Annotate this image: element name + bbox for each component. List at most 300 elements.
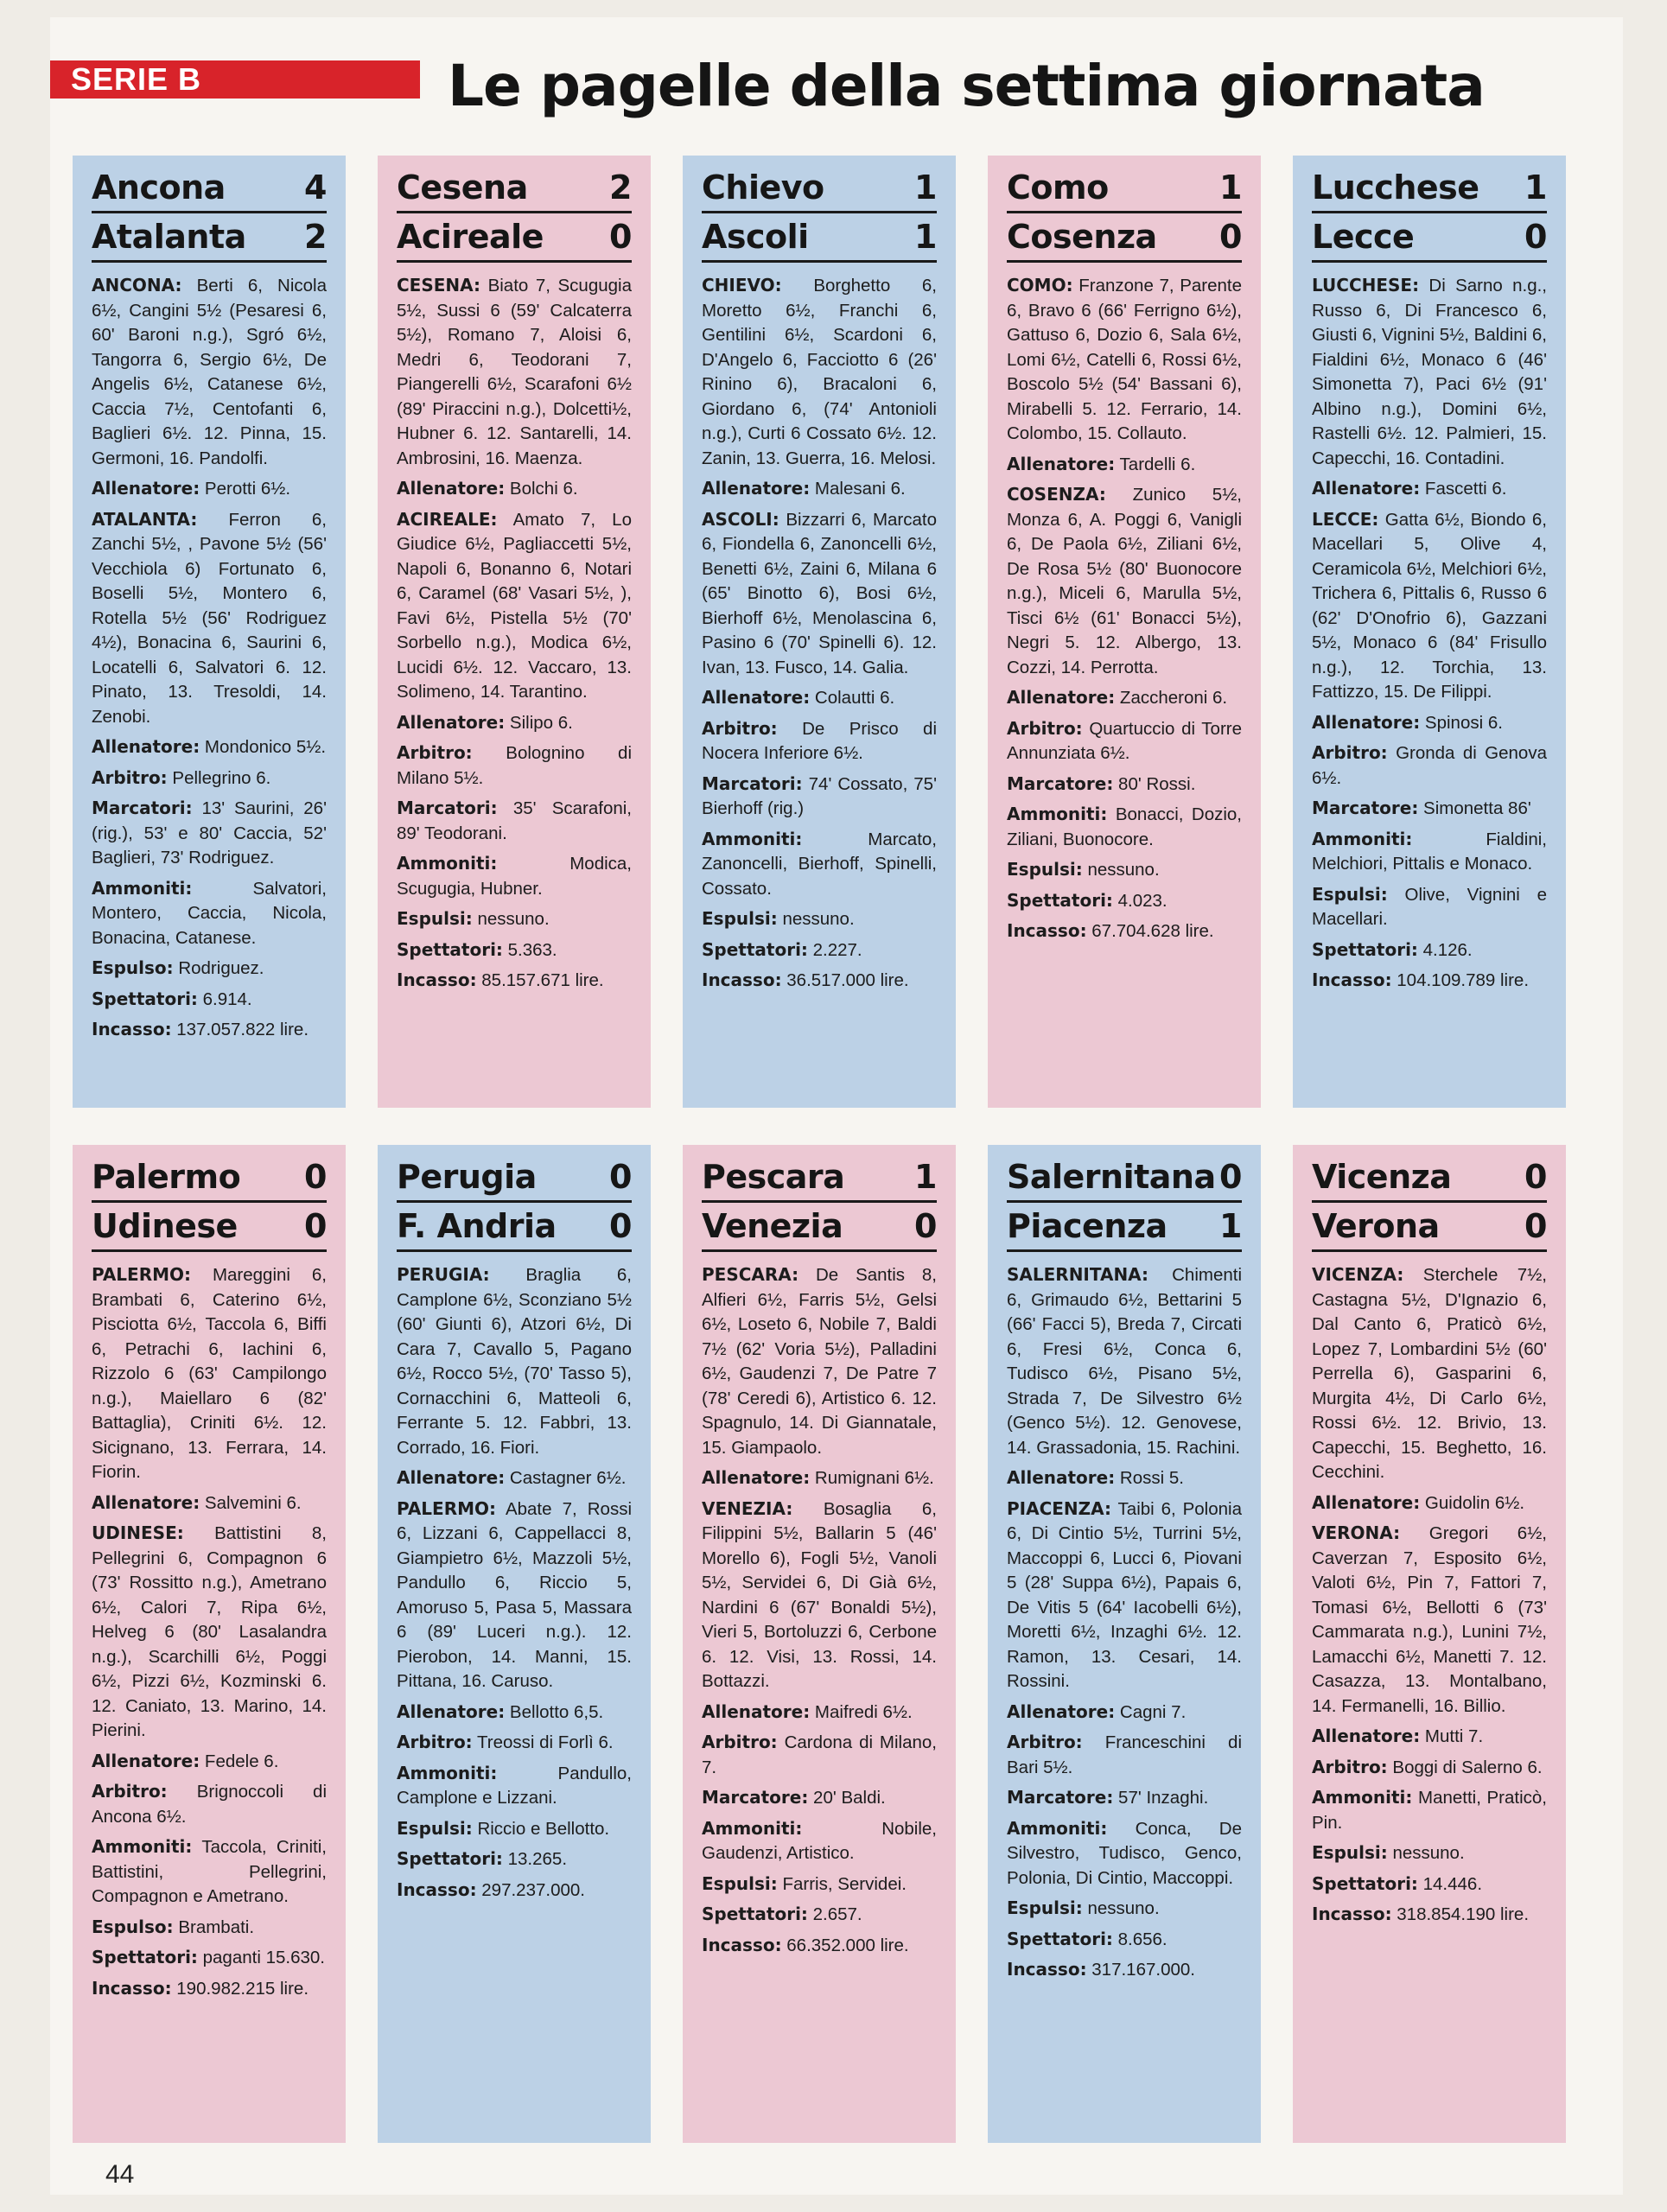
report-paragraph [397,273,632,471]
report-paragraph [702,1902,937,1928]
report-text: 13.265. [507,1849,568,1869]
report-label: Marcatore: [1007,772,1114,794]
report-label: VICENZA: [1312,1264,1404,1285]
report-label: Spettatori: [1007,889,1113,911]
report-text: Bolchi 6. [509,479,578,499]
report-text: Bonacci, Dozio, Ziliani, Buonocore. [1007,804,1242,849]
report-label: COMO: [1007,275,1073,296]
report-label: ANCONA: [92,275,182,296]
away-team-name: Lecce [1312,218,1415,256]
report-paragraph [397,938,632,963]
report-text: Taibi 6, Polonia 6, Di Cintio 5½, Turrini 5½, Maccoppi 6, Lucci 6, Piovani 5 (28' Suppa 6½), Papais 6, De Vitis 5 (64' Iacobelli 6½), Moretti 6½, Inzaghi 6½. 12. Ramon, 13. Cesari, 14. Rossini. [1007,1498,1242,1691]
away-team-score: 1 [914,218,937,256]
report-text: Borghetto 6, Moretto 6½, Franchi 6, Gentilini 6½, Scardoni 6, D'Angelo 6, Facciotto 6 (26' Rinino 6), Bracaloni 6, Giordano 6, (74' Antonioli n.g.), Curti 6 Cossato 6½. 12. Zanin, 13. Guerra, 16. Melosi. [702,276,937,468]
report-paragraph [1007,685,1242,711]
home-team-score: 0 [304,1158,327,1196]
match-card-body [73,1145,346,2018]
report-text: Battistini 8, Pellegrini 6, Compagnon 6 (73' Rossitto n.g.), Ametrano 6½, Calori 7, Ripa 6½, Helveg 6 (80' Lasalandra n.g.), Scarchilli 6½, Poggi 6½, Pizzi 6½, Kozminski 6. 12. Caniato, 13. Marino, 14. Pierini. [92,1523,327,1740]
report-text: Pandullo, Camplone e Lizzani. [397,1763,632,1808]
report-text: Biato 7, Scugugia 5½, Sussi 6 (59' Calcaterra 5½), Romano 7, Aloisi 6, Medri 6, Teodorani 7, Piangerelli 6½, Scarafoni 6½ (89' Piraccini n.g.), Dolcetti½, Hubner 6. 12. Santarelli, 14. Ambrosini, 16. Maenza. [397,276,632,468]
match-report [702,273,937,994]
report-text: Mutti 7. [1424,1726,1484,1746]
match-report [397,1262,632,1903]
match-card [683,1145,956,2143]
report-label: Allenatore: [92,478,200,499]
away-team-row [397,213,632,263]
report-label: Ammoniti: [397,853,498,874]
away-team-score: 0 [914,1207,937,1245]
away-team-row [1312,1203,1547,1252]
report-paragraph [1312,1262,1547,1485]
report-label: Incasso: [1312,969,1392,990]
report-paragraph [1312,1521,1547,1719]
report-label: Arbitro: [397,742,473,763]
report-label: Allenatore: [702,478,811,499]
away-team-row [397,1203,632,1252]
home-team-row [1312,164,1547,213]
report-label: Allenatore: [1312,1726,1421,1746]
report-text: Treossi di Forlì 6. [477,1732,614,1752]
report-label: Spettatori: [397,1848,503,1869]
away-team-row [92,213,327,263]
away-team-row [702,1203,937,1252]
report-paragraph [397,741,632,791]
report-label: Allenatore: [1007,1700,1116,1722]
report-label: PALERMO: [92,1264,192,1285]
report-paragraph [1007,1730,1242,1780]
report-paragraph [1007,1927,1242,1953]
page-header [50,52,1623,130]
report-paragraph [1007,857,1242,883]
report-text: Bellotto 6,5. [509,1701,604,1722]
report-paragraph [1312,827,1547,877]
report-label: Marcatore: [1312,798,1419,818]
report-text: 57' Inzaghi. [1118,1788,1209,1808]
report-text: 74' Cossato, 75' Bierhoff (rig.) [702,773,937,818]
match-card-body [1293,1145,1566,1945]
report-text: Chimenti 6, Grimaudo 6½, Bettarini 5 (66' Facci 5), Breda 7, Circati 6, Fresi 6½, Conca 6, Tudisco 6½, Pisano 5½, Strada 7, De Silvestro 6½ (Genco 5½). 12. Genovese, 14. Grassadonia, 15. Rachini. [1007,1265,1242,1458]
match-report [1007,1262,1242,1983]
report-paragraph [1007,888,1242,914]
report-paragraph [92,1834,327,1910]
report-label: Espulso: [92,957,174,978]
match-report [92,273,327,1043]
page-number: 44 [105,2160,135,2189]
report-paragraph [1007,1785,1242,1811]
report-paragraph [1312,1872,1547,1897]
magazine-page [50,17,1623,2195]
match-card [1293,1145,1566,2143]
report-label: CHIEVO: [702,275,782,296]
report-label: Espulsi: [702,908,778,929]
report-text: 4.023. [1117,890,1168,911]
match-card-body [378,1145,651,1920]
report-paragraph [92,956,327,982]
report-paragraph [397,1262,632,1460]
away-team-score: 0 [609,1207,632,1245]
report-text: Berti 6, Nicola 6½, Cangini 5½ (Pesaresi 6, 60' Baroni n.g.), Sgró 6½, Tangorra 6, Sergio 6½, De Angelis 6½, Catanese 6½, Caccia 7½, Centofanti 6, Baglieri 6½. 12. Pinna, 15. Germoni, 16. Pandolfi. [92,276,328,468]
report-label: ATALANTA: [92,508,198,530]
report-paragraph [92,1262,327,1485]
report-text: De Santis 8, Alfieri 6½, Farris 5½, Gelsi 6½, Loseto 6, Nobile 7, Baldi 7½ (62' Voria 5½), Palladini 6½, Gaudenzi 7, De Patre 7 (78' Ceredi 6), Artistico 6. 12. Spagnulo, 14. Di Giannatale, 15. Giampaolo. [702,1265,937,1458]
report-text: 20' Baldi. [813,1788,886,1808]
away-team-name: Cosenza [1007,218,1157,256]
report-label: Allenatore: [702,687,811,708]
report-label: Espulsi: [397,1817,473,1839]
report-label: Arbitro: [1312,1756,1388,1777]
report-label: LECCE: [1312,508,1379,530]
report-text: 6.914. [202,988,252,1009]
report-paragraph [1007,1262,1242,1460]
report-text: Perotti 6½. [204,479,291,499]
report-label: Ammoniti: [92,1836,193,1857]
report-text: Malesani 6. [814,479,906,499]
report-label: Espulsi: [1312,883,1388,905]
report-text: 190.982.215 lire. [176,1978,309,1999]
report-paragraph [92,1945,327,1971]
report-label: Allenatore: [1007,687,1116,708]
report-label: LUCCHESE: [1312,275,1420,296]
report-paragraph [1312,273,1547,471]
report-text: 137.057.822 lire. [176,1020,309,1039]
report-paragraph [1007,772,1242,798]
report-text: Fialdini, Melchiori, Pittalis e Monaco. [1312,829,1547,874]
home-team-name: Chievo [702,168,824,207]
report-paragraph [702,273,937,471]
report-text: Franceschini di Bari 5½. [1007,1732,1242,1777]
report-text: 36.517.000 lire. [786,970,909,990]
report-paragraph [1007,716,1242,766]
report-text: Bosaglia 6, Filippini 5½, Ballarin 5 (46' Morello 6), Fogli 5½, Vanoli 5½, Servidei 6, Di Già 6½, Nardini 6 (67' Bonaldi 5½), Vieri 5, Bortoluzzi 6, Cerbone 6. 12. Visi, 13. Rossi, 14. Bottazzi. [702,1498,937,1691]
match-report [1007,273,1242,944]
report-label: Arbitro: [1007,717,1083,739]
report-label: Allenatore: [92,1750,200,1771]
report-label: Arbitro: [1007,1732,1083,1752]
report-label: ACIREALE: [397,508,498,530]
home-team-name: Perugia [397,1158,537,1196]
report-text: Mareggini 6, Brambati 6, Caterino 6½, Pisciotta 6½, Taccola 6, Biffi 6, Petrachi 6, Iachini 6, Rizzolo 6 (63' Campilongo n.g.), Maiellaro 6 (82' Battaglia), Criniti 6½. 12. Sicignano, 13. Ferrara, 14. Fiorin. [92,1265,327,1482]
report-label: Incasso: [92,1019,172,1039]
report-label: PESCARA: [702,1264,799,1285]
report-paragraph [92,1779,327,1829]
report-text: 297.237.000. [481,1879,585,1900]
report-text: nessuno. [1087,860,1160,880]
report-paragraph [1007,1700,1242,1726]
report-text: Zaccheroni 6. [1119,688,1228,708]
report-label: Spettatori: [702,1904,808,1924]
report-label: Allenatore: [397,1700,506,1722]
home-team-name: Lucchese [1312,168,1479,207]
report-paragraph [397,1816,632,1842]
home-team-row [92,164,327,213]
report-paragraph [1312,1755,1547,1781]
away-team-score: 0 [1524,1207,1547,1245]
report-paragraph [702,1785,937,1811]
report-label: Allenatore: [702,1700,811,1722]
report-text: Maifredi 6½. [814,1701,913,1722]
away-team-row [702,213,937,263]
report-paragraph [1007,1816,1242,1891]
report-text: Salvemini 6. [204,1492,302,1513]
match-card [378,1145,651,2143]
report-text: paganti 15.630. [202,1948,325,1967]
away-team-name: F. Andria [397,1207,557,1245]
report-label: Spettatori: [92,988,198,1009]
report-label: Incasso: [702,969,782,990]
report-label: Ammoniti: [702,1817,803,1839]
report-text: Riccio e Bellotto. [477,1818,610,1839]
report-paragraph [1007,1957,1242,1983]
home-team-score: 1 [914,1158,937,1196]
home-team-name: Como [1007,168,1109,207]
home-team-score: 0 [1219,1158,1242,1196]
report-paragraph [702,1497,937,1694]
home-team-score: 2 [609,168,632,207]
away-team-score: 0 [1219,218,1242,256]
report-text: Cardona di Milano, 7. [702,1732,937,1777]
report-paragraph [1007,802,1242,852]
home-team-name: Palermo [92,1158,241,1196]
report-paragraph [92,273,327,471]
home-team-row [397,164,632,213]
report-label: Allenatore: [397,711,506,733]
match-card-body [988,156,1261,962]
report-text: Salvatori, Montero, Caccia, Nicola, Bonacina, Catanese. [92,878,327,948]
away-team-score: 2 [304,218,327,256]
report-text: Rossi 5. [1119,1468,1184,1488]
home-team-score: 0 [609,1158,632,1196]
report-paragraph [1312,938,1547,963]
home-team-score: 4 [304,168,327,207]
report-paragraph [702,476,937,502]
match-card-body [683,1145,956,1975]
report-label: Espulsi: [397,908,473,929]
report-label: Spettatori: [92,1947,198,1967]
report-label: Ammoniti: [702,828,803,849]
report-text: Silipo 6. [509,712,573,733]
match-card [988,156,1261,1108]
report-label: Arbitro: [397,1732,473,1752]
report-paragraph [702,827,937,902]
report-text: Brignoccoli di Ancona 6½. [92,1782,327,1827]
report-text: nessuno. [782,909,855,929]
report-text: 66.352.000 lire. [786,1935,909,1955]
match-card [73,1145,346,2143]
report-label: Incasso: [1007,1959,1087,1980]
report-paragraph [1007,1497,1242,1694]
home-team-name: Pescara [702,1158,845,1196]
report-label: Espulsi: [1007,1897,1083,1918]
report-label: Allenatore: [1312,478,1421,499]
report-paragraph [702,1872,937,1897]
report-paragraph [702,1465,937,1491]
report-paragraph [92,734,327,760]
match-card [683,156,956,1108]
match-card-body [73,156,346,1060]
report-text: Nobile, Gaudenzi, Artistico. [702,1818,937,1863]
report-label: Marcatori: [702,772,803,794]
report-text: 2.657. [812,1904,862,1924]
away-team-score: 0 [609,218,632,256]
report-paragraph [1312,507,1547,705]
report-label: Espulso: [92,1916,174,1937]
report-label: Ammoniti: [1312,828,1413,849]
match-grid [73,156,1602,2143]
report-text: Mondonico 5½. [204,737,327,757]
report-text: Franzone 7, Parente 6, Bravo 6 (66' Ferrigno 6½), Gattuso 6, Dozio 6, Sala 6½, Lomi 6½, Catelli 6, Rossi 6½, Boscolo 5½ (54' Bassani 6), Mirabelli 5. 12. Ferrario, 14. Colombo, 15. Collauto. [1007,276,1242,443]
report-paragraph [702,1262,937,1460]
report-label: Ammoniti: [397,1762,498,1783]
report-paragraph [1312,1902,1547,1928]
report-label: Allenatore: [1312,1491,1421,1513]
report-paragraph [1007,452,1242,478]
report-paragraph [702,685,937,711]
report-text: 85.157.671 lire. [481,970,604,990]
home-team-row [1007,164,1242,213]
report-text: 317.167.000. [1091,1960,1195,1980]
report-paragraph [397,1497,632,1694]
report-label: Marcatore: [1007,1787,1114,1808]
home-team-row [702,164,937,213]
report-text: 35' Scarafoni, 89' Teodorani. [397,798,632,843]
report-label: VERONA: [1312,1522,1401,1543]
report-text: Pellegrino 6. [172,767,271,788]
report-paragraph [397,906,632,932]
report-label: Incasso: [397,969,477,990]
report-text: Olive, Vignini e Macellari. [1312,884,1547,929]
section-tag: SERIE B [50,60,420,99]
report-text: Brambati. [178,1916,255,1937]
page-title: Le pagelle della settima giornata [448,53,1485,119]
report-paragraph [702,906,937,932]
report-label: PIACENZA: [1007,1497,1112,1519]
report-paragraph [397,1730,632,1756]
report-paragraph [702,1730,937,1780]
match-report [92,1262,327,2001]
report-label: Arbitro: [92,1781,168,1802]
report-label: Allenatore: [1312,711,1421,733]
report-text: Marcato, Zanoncelli, Bierhoff, Spinelli, Cossato. [702,829,937,899]
report-text: 67.704.628 lire. [1091,921,1214,941]
away-team-row [1312,213,1547,263]
report-paragraph [1312,882,1547,932]
report-label: ASCOLI: [702,508,779,530]
report-paragraph [702,1700,937,1726]
report-label: Spettatori: [1312,1872,1418,1894]
report-paragraph [702,507,937,681]
report-text: Cagni 7. [1119,1701,1187,1722]
away-team-name: Ascoli [702,218,809,256]
report-paragraph [92,1017,327,1043]
match-report [397,273,632,994]
report-paragraph [397,476,632,502]
match-card [378,156,651,1108]
report-text: Bizzarri 6, Marcato 6, Fiondella 6, Zanoncelli 6½, Benetti 6½, Zaini 6, Milana 6 (65' Binotto 6), Bosi 6½, Bierhoff 6½, Menolascina 6, Pasino 6 (70' Spinelli 6). 12. Ivan, 13. Fusco, 14. Galia. [702,509,937,677]
report-label: Allenatore: [92,1491,200,1513]
away-team-score: 1 [1219,1207,1242,1245]
report-paragraph [702,968,937,994]
report-text: Gatta 6½, Biondo 6, Macellari 5, Olive 4, Ceramicola 6½, Melchiori 6½, Trichera 6, Pittalis 6, Russo 6 (62' D'Onofrio 6), Gazzani 5½, Monaco 6 (84' Frisullo n.g.), 12. Torchia, 13. Fattizzo, 15. De Filippi. [1312,509,1547,702]
report-label: Ammoniti: [1312,1787,1413,1808]
report-text: Abate 7, Rossi 6, Lizzani 6, Cappellacci 8, Giampietro 6½, Mazzoli 5½, Pandullo 6, Riccio 5, Amoruso 5, Pasa 5, Massara 6 (89' Luceri n.g.). 12. Pierobon, 14. Manni, 15. Pittana, 16. Caruso. [397,1498,632,1691]
home-team-row [1312,1154,1547,1203]
report-label: Spettatori: [1007,1928,1113,1949]
report-text: Bolognino di Milano 5½. [397,743,633,788]
away-team-name: Piacenza [1007,1207,1168,1245]
report-text: Conca, De Silvestro, Tudisco, Genco, Polonia, Di Cintio, Maccoppi. [1007,1818,1242,1888]
report-paragraph [397,507,632,705]
home-team-row [702,1154,937,1203]
report-label: PERUGIA: [397,1264,490,1285]
report-label: Arbitro: [92,766,168,788]
report-paragraph [397,851,632,901]
report-paragraph [702,716,937,766]
report-paragraph [92,796,327,871]
report-text: Gregori 6½, Caverzan 7, Esposito 6½, Valoti 6½, Pin 7, Fattori 7, Tomasi 6½, Bellotti 6 (73' Cammarata n.g.), Lunini 7½, Lamacchi 6½, Manetti 7. 12. Casazza, 13. Montalbano, 14. Fermanelli, 16. Billio. [1312,1523,1547,1716]
report-label: VENEZIA: [702,1497,793,1519]
home-team-row [397,1154,632,1203]
away-team-row [92,1203,327,1252]
report-label: Allenatore: [397,1467,506,1488]
report-paragraph [1312,710,1547,736]
report-label: Arbitro: [702,1732,778,1752]
report-text: Zunico 5½, Monza 6, A. Poggi 6, Vanigli 6, De Paola 6½, Ziliani 6½, De Rosa 5½ (80' Buonocore n.g.), Miceli 6, Marulla 5½, Tisci 6½ (61' Bonacci 5½), Negri 5. 12. Albergo, 13. Cozzi, 14. Perrotta. [1007,485,1242,677]
match-card [73,156,346,1108]
report-text: Castagner 6½. [509,1468,627,1488]
report-text: 104.109.789 lire. [1397,970,1530,990]
report-paragraph [1312,1724,1547,1750]
match-card-body [1293,156,1566,1011]
report-paragraph [1312,1785,1547,1835]
report-text: nessuno. [1087,1898,1160,1918]
report-paragraph [1007,1896,1242,1922]
report-text: Spinosi 6. [1424,712,1503,733]
report-label: Arbitro: [702,717,778,739]
report-paragraph [397,1761,632,1811]
report-label: CESENA: [397,275,480,296]
report-paragraph [1312,796,1547,822]
report-label: Marcatore: [702,1787,809,1808]
report-text: 80' Rossi. [1118,773,1196,794]
report-label: Espulsi: [1312,1842,1388,1863]
report-label: Spettatori: [702,938,808,960]
away-team-name: Acireale [397,218,544,256]
report-text: Quartuccio di Torre Annunziata 6½. [1007,718,1243,763]
report-paragraph [92,1521,327,1744]
report-label: Incasso: [1007,920,1087,941]
report-paragraph [92,1976,327,2002]
report-paragraph [702,1933,937,1959]
report-paragraph [92,766,327,791]
away-team-row [1007,1203,1242,1252]
home-team-score: 1 [1219,168,1242,207]
away-team-name: Venezia [702,1207,843,1245]
report-label: Espulsi: [702,1872,778,1894]
home-team-name: Vicenza [1312,1158,1452,1196]
home-team-row [92,1154,327,1203]
match-card-body [683,156,956,1011]
report-text: Rodriguez. [178,958,264,978]
report-text: 2.227. [812,939,862,960]
report-paragraph [1312,968,1547,994]
report-label: Allenatore: [1007,1467,1116,1488]
report-paragraph [1312,476,1547,502]
report-text: Manetti, Praticò, Pin. [1312,1788,1547,1833]
report-paragraph [397,796,632,846]
report-label: Incasso: [1312,1904,1392,1924]
report-label: Allenatore: [397,478,506,499]
away-team-score: 0 [304,1207,327,1245]
